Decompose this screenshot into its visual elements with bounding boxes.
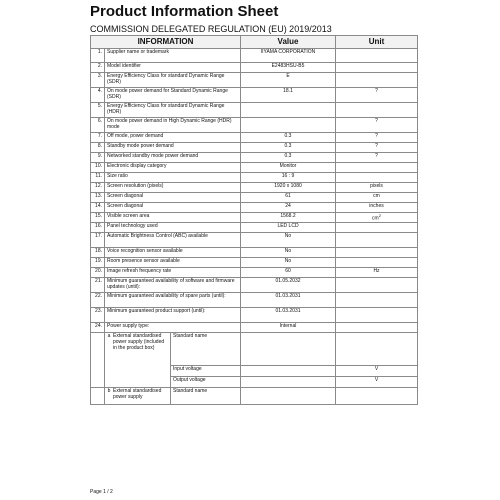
power-supply-field-label: Input voltage (171, 366, 241, 377)
table-row (91, 183, 418, 193)
row-unit (336, 308, 418, 323)
row-number: 18. (91, 248, 105, 258)
row-label: Energy Efficiency Class for standard Dynamic Range (HDR) (105, 103, 241, 118)
row-unit (336, 323, 418, 333)
row-value: Monitor (241, 163, 336, 173)
row-label: Electronic display category (105, 163, 241, 173)
power-supply-field-unit: V (336, 377, 418, 388)
row-label: Minimum guaranteed availability of software and firmware updates (until): (105, 278, 241, 293)
row-number: 10. (91, 163, 105, 173)
row-label: Minimum guaranteed availability of spare parts (until): (105, 293, 241, 308)
row-number: 23. (91, 308, 105, 323)
row-value: LED LCD (241, 223, 336, 233)
header-value: Value (241, 36, 336, 49)
table-row (91, 308, 418, 323)
power-supply-field-label: Output voltage (171, 377, 241, 388)
row-number-blank (91, 388, 105, 405)
row-value: 60 (241, 268, 336, 278)
row-label: Screen resolution (pixels) (105, 183, 241, 193)
row-number: 12. (91, 183, 105, 193)
row-number: 16. (91, 223, 105, 233)
row-label: Room presence sensor available (105, 258, 241, 268)
row-unit-text: ? (375, 118, 378, 124)
row-unit-superscript: 2 (378, 213, 381, 218)
row-label: Automatic Brightness Control (ABC) available (105, 233, 241, 248)
row-unit (336, 213, 418, 223)
table-row (91, 258, 418, 268)
row-value (241, 103, 336, 118)
table-row (91, 63, 418, 73)
row-label: Supplier name or trademark (105, 49, 241, 63)
row-number: 21. (91, 278, 105, 293)
table-row (91, 49, 418, 63)
table-row (91, 118, 418, 133)
row-unit (336, 143, 418, 153)
table-row (91, 193, 418, 203)
row-unit (336, 203, 418, 213)
row-number: 2. (91, 63, 105, 73)
row-label: Networked standby mode power demand (105, 153, 241, 163)
row-unit (336, 73, 418, 88)
power-supply-field-unit (336, 333, 418, 366)
row-value: No (241, 248, 336, 258)
row-value: 61 (241, 193, 336, 203)
row-value: E2483HSU-B5 (241, 63, 336, 73)
header-information: INFORMATION (91, 36, 241, 49)
table-row (91, 173, 418, 183)
table-row (91, 143, 418, 153)
row-number: 9. (91, 153, 105, 163)
row-label: Model identifier (105, 63, 241, 73)
row-unit (336, 193, 418, 203)
row-label: Off mode, power demand (105, 133, 241, 143)
row-label: Energy Efficiency Class for standard Dynamic Range (SDR) (105, 73, 241, 88)
power-supply-option-letter: a (107, 333, 111, 339)
row-unit (336, 293, 418, 308)
page-subtitle: COMMISSION DELEGATED REGULATION (EU) 2019/2013 (90, 24, 332, 34)
row-number: 19. (91, 258, 105, 268)
row-number: 15. (91, 213, 105, 223)
row-label: Screen diagonal (105, 193, 241, 203)
row-number: 14. (91, 203, 105, 213)
power-supply-option-label: External standardised power supply (included in the product box) (113, 333, 165, 351)
power-supply-option-label: External standardised power supply (113, 388, 162, 400)
row-label: Visible screen area (105, 213, 241, 223)
row-value: 18.1 (241, 88, 336, 103)
row-unit (336, 183, 418, 193)
power-supply-field-value (241, 377, 336, 388)
row-value: Internal (241, 323, 336, 333)
row-unit (336, 258, 418, 268)
row-unit (336, 233, 418, 248)
row-unit (336, 163, 418, 173)
power-supply-row (91, 333, 418, 366)
row-unit-text: cm (372, 215, 379, 222)
table-row (91, 323, 418, 333)
row-number: 17. (91, 233, 105, 248)
table-row (91, 223, 418, 233)
row-value: 16 : 9 (241, 173, 336, 183)
row-unit-text: ? (375, 153, 378, 159)
row-label: Voice recognition sensor available (105, 248, 241, 258)
power-supply-option-letter: b (107, 388, 111, 394)
table-row (91, 293, 418, 308)
table-row (91, 268, 418, 278)
page-title: Product Information Sheet (90, 3, 279, 20)
row-unit (336, 88, 418, 103)
row-label: Panel technology used (105, 223, 241, 233)
row-unit (336, 133, 418, 143)
row-number: 5. (91, 103, 105, 118)
power-supply-field-value (241, 333, 336, 366)
row-unit-text: cm (373, 193, 380, 199)
row-value: 01.03.2031 (241, 293, 336, 308)
row-value: 0.3 (241, 133, 336, 143)
table-row (91, 248, 418, 258)
row-number: 8. (91, 143, 105, 153)
row-value: 01.03.2031 (241, 308, 336, 323)
row-unit (336, 268, 418, 278)
row-value: E (241, 73, 336, 88)
row-value: 1568.2 (241, 213, 336, 223)
row-label: Size ratio (105, 173, 241, 183)
table-row (91, 233, 418, 248)
table-row (91, 278, 418, 293)
row-label: Screen diagonal (105, 203, 241, 213)
row-label: Standby mode power demand (105, 143, 241, 153)
row-number: 11. (91, 173, 105, 183)
power-supply-row (91, 388, 418, 405)
row-unit (336, 103, 418, 118)
row-number: 20. (91, 268, 105, 278)
row-label: Power supply type: (105, 323, 241, 333)
table-row (91, 153, 418, 163)
row-unit-text: ? (375, 143, 378, 149)
row-number: 1. (91, 49, 105, 63)
power-supply-field-value (241, 366, 336, 377)
power-supply-field-unit (336, 388, 418, 405)
row-label: On mode power demand for Standard Dynamic Range (SDR) (105, 88, 241, 103)
row-number: 4. (91, 88, 105, 103)
row-value: 1920 x 1080 (241, 183, 336, 193)
row-value: No (241, 258, 336, 268)
row-value: 01.05.2032 (241, 278, 336, 293)
table-body (91, 49, 418, 405)
row-label: Minimum guaranteed product support (until): (105, 308, 241, 323)
row-value: 24 (241, 203, 336, 213)
row-unit-text: ? (375, 88, 378, 94)
power-supply-field-value (241, 388, 336, 405)
row-value: 0.3 (241, 143, 336, 153)
row-unit (336, 49, 418, 63)
row-unit-text: ? (375, 133, 378, 139)
power-supply-option-cell (105, 333, 171, 388)
row-number-blank (91, 333, 105, 388)
row-value (241, 118, 336, 133)
table-row (91, 203, 418, 213)
page-footer: Page 1 / 2 (90, 489, 113, 495)
row-label: On mode power demand in High Dynamic Range (HDR) mode (105, 118, 241, 133)
table-row (91, 133, 418, 143)
row-value: No (241, 233, 336, 248)
power-supply-option (105, 388, 170, 400)
power-supply-field-label: Standard name (171, 388, 241, 405)
power-supply-option-cell (105, 388, 171, 405)
row-unit-text: Hz (373, 268, 380, 274)
power-supply-field-label: Standard name (171, 333, 241, 366)
row-unit (336, 278, 418, 293)
power-supply-field-unit: V (336, 366, 418, 377)
row-value: 0.3 (241, 153, 336, 163)
table-header-row (91, 36, 418, 49)
row-unit-text: pixels (370, 183, 383, 189)
row-unit (336, 248, 418, 258)
table-row (91, 163, 418, 173)
row-unit (336, 118, 418, 133)
row-unit (336, 153, 418, 163)
row-label: Image refresh frequency rate (105, 268, 241, 278)
row-number: 7. (91, 133, 105, 143)
header-unit: Unit (336, 36, 418, 49)
row-number: 22. (91, 293, 105, 308)
row-unit (336, 63, 418, 73)
table-row (91, 73, 418, 88)
row-number: 24. (91, 323, 105, 333)
row-unit (336, 173, 418, 183)
row-number: 13. (91, 193, 105, 203)
table-row (91, 103, 418, 118)
product-information-table (90, 35, 418, 405)
row-number: 3. (91, 73, 105, 88)
power-supply-option (105, 333, 170, 351)
row-value: IIYAMA CORPORATION (241, 49, 336, 63)
row-unit (336, 223, 418, 233)
row-unit-text: inches (369, 203, 384, 209)
table-row (91, 213, 418, 223)
row-number: 6. (91, 118, 105, 133)
table-row (91, 88, 418, 103)
